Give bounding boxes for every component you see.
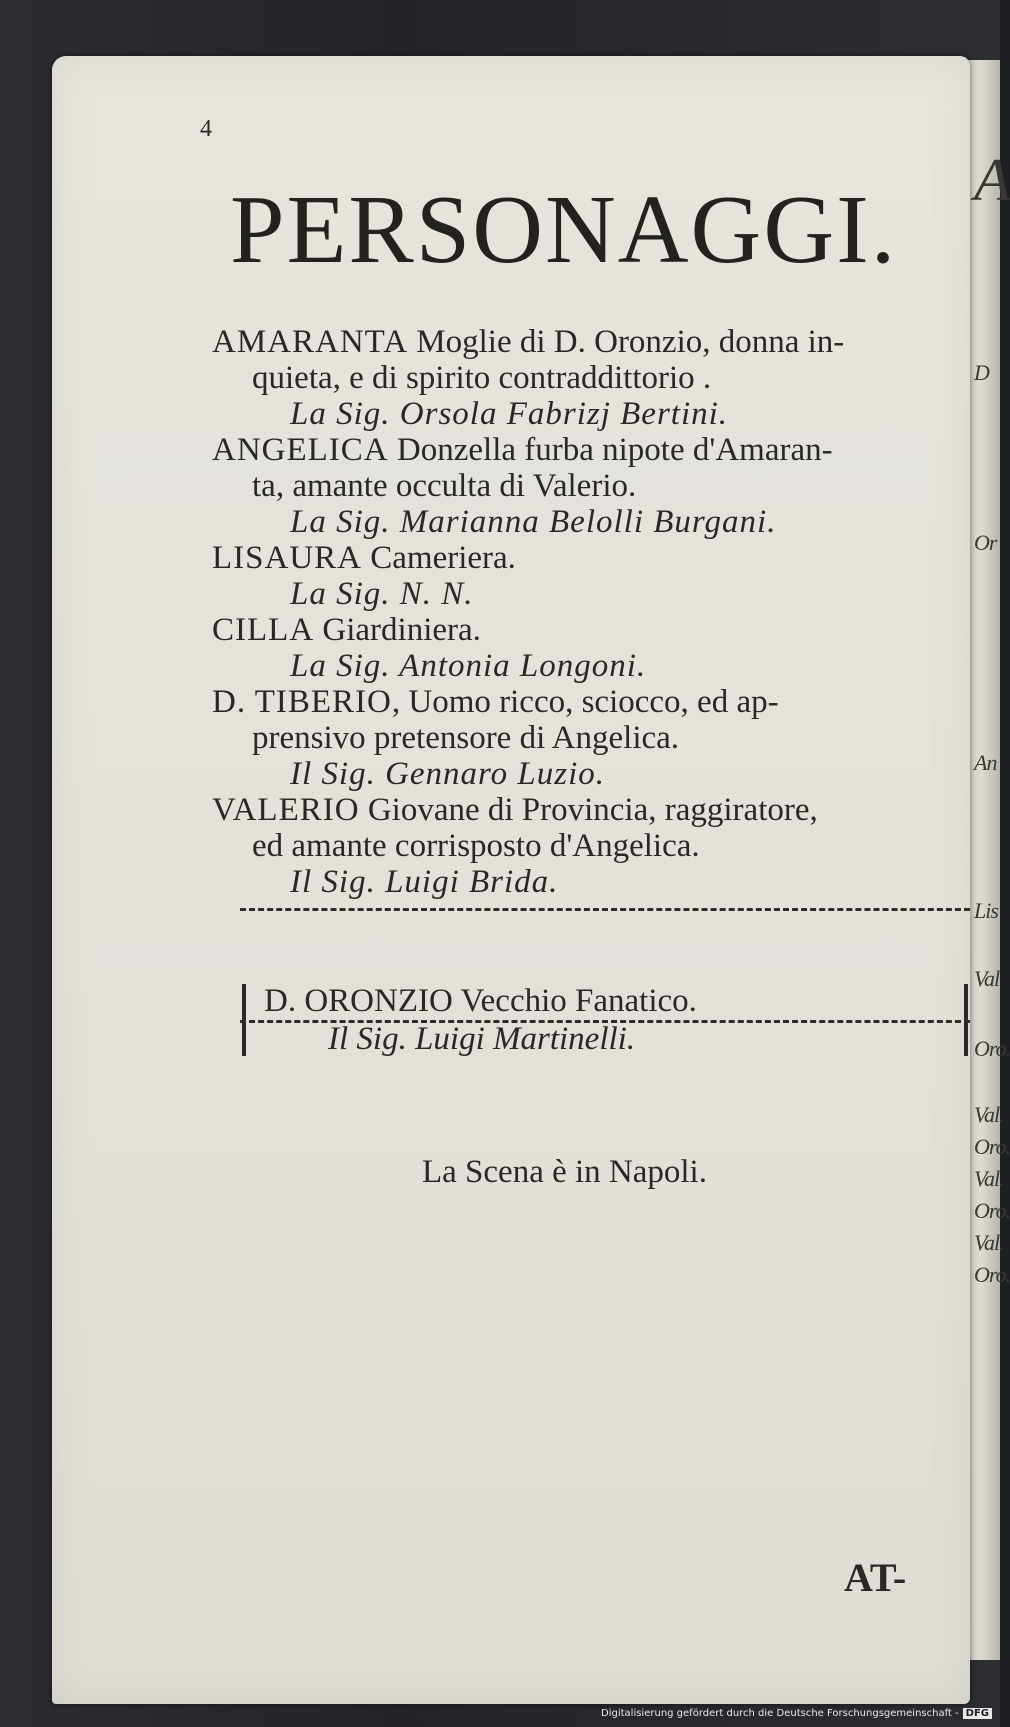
credit-text: Digitalisierung gefördert durch die Deutsche Forschungsgemeinschaft - — [601, 1708, 959, 1719]
facing-fragment: Lis — [974, 898, 998, 923]
rule-bottom — [240, 1020, 970, 1023]
role-description: Cameriera. — [362, 540, 516, 576]
scene-setting: La Scena è in Napoli. — [422, 1154, 707, 1190]
facing-fragment: Or — [974, 530, 997, 555]
role-name: D. ORONZIO — [264, 983, 453, 1019]
role-description: Vecchio Fanatico. — [452, 983, 697, 1019]
actor-name: La Sig. N. N. — [290, 576, 474, 612]
facing-fragment: An — [974, 750, 997, 775]
cast-entry — [212, 792, 992, 900]
role-description: Moglie di D. Oronzio, donna in- — [408, 324, 845, 360]
facing-fragment: Oro. — [974, 1198, 1010, 1223]
dfg-logo: DFG — [963, 1708, 992, 1719]
cast-entry — [212, 684, 992, 792]
facing-fragment: Oro. — [974, 1134, 1010, 1159]
role-name: AMARANTA — [212, 324, 409, 360]
role-name: VALERIO — [212, 792, 360, 828]
facing-fragment: Val. — [974, 1230, 1004, 1255]
cast-entry — [212, 324, 992, 432]
actor-name: La Sig. Antonia Longoni. — [290, 648, 647, 684]
facing-fragment: Val. — [974, 1102, 1004, 1127]
role-description: Giovane di Provincia, raggiratore, — [359, 792, 818, 828]
cast-entry — [212, 540, 992, 612]
facing-fragment: Val. — [974, 1166, 1004, 1191]
facing-fragment: D — [974, 360, 989, 385]
actor-name: La Sig. Orsola Fabrizj Bertini. — [290, 396, 729, 432]
actor-name: La Sig. Marianna Belolli Burgani. — [290, 504, 777, 540]
cast-entry — [212, 432, 992, 540]
actor-name: Il Sig. Gennaro Luzio. — [290, 756, 606, 792]
facing-fragment: Oro. — [974, 1262, 1010, 1287]
facing-fragment: A — [974, 147, 1010, 213]
role-description-continued: ed amante corrisposto d'Angelica. — [252, 828, 700, 864]
role-description-continued: ta, amante occulta di Valerio. — [252, 468, 637, 504]
page-title: PERSONAGGI. — [230, 176, 898, 284]
cast-list — [212, 324, 992, 900]
role-name: ANGELICA — [212, 432, 389, 468]
role-name: CILLA — [212, 612, 315, 648]
role-description-continued: prensivo pretensore di Angelica. — [252, 720, 680, 756]
rule-top — [240, 908, 970, 911]
role-name: D. TIBERIO — [212, 684, 392, 720]
role-description-continued: quieta, e di spirito contraddittorio . — [252, 360, 712, 396]
role-description: Giardiniera. — [314, 612, 481, 648]
cast-entry — [212, 612, 992, 684]
catchword: AT- — [844, 1555, 907, 1600]
facing-fragment: Oro. — [974, 1036, 1010, 1061]
role-description: Donzella furba nipote d'Amaran- — [388, 432, 833, 468]
actor-name: Il Sig. Luigi Brida. — [290, 864, 559, 900]
actor-name: Il Sig. Luigi Martinelli. — [328, 1021, 636, 1057]
digitization-credit — [601, 1708, 992, 1719]
role-description: , Uomo ricco, sciocco, ed ap- — [391, 684, 779, 720]
page-number: 4 — [200, 116, 212, 142]
book-page — [52, 56, 970, 1704]
role-name: LISAURA — [212, 540, 363, 576]
facing-fragment: Val — [974, 966, 1000, 991]
